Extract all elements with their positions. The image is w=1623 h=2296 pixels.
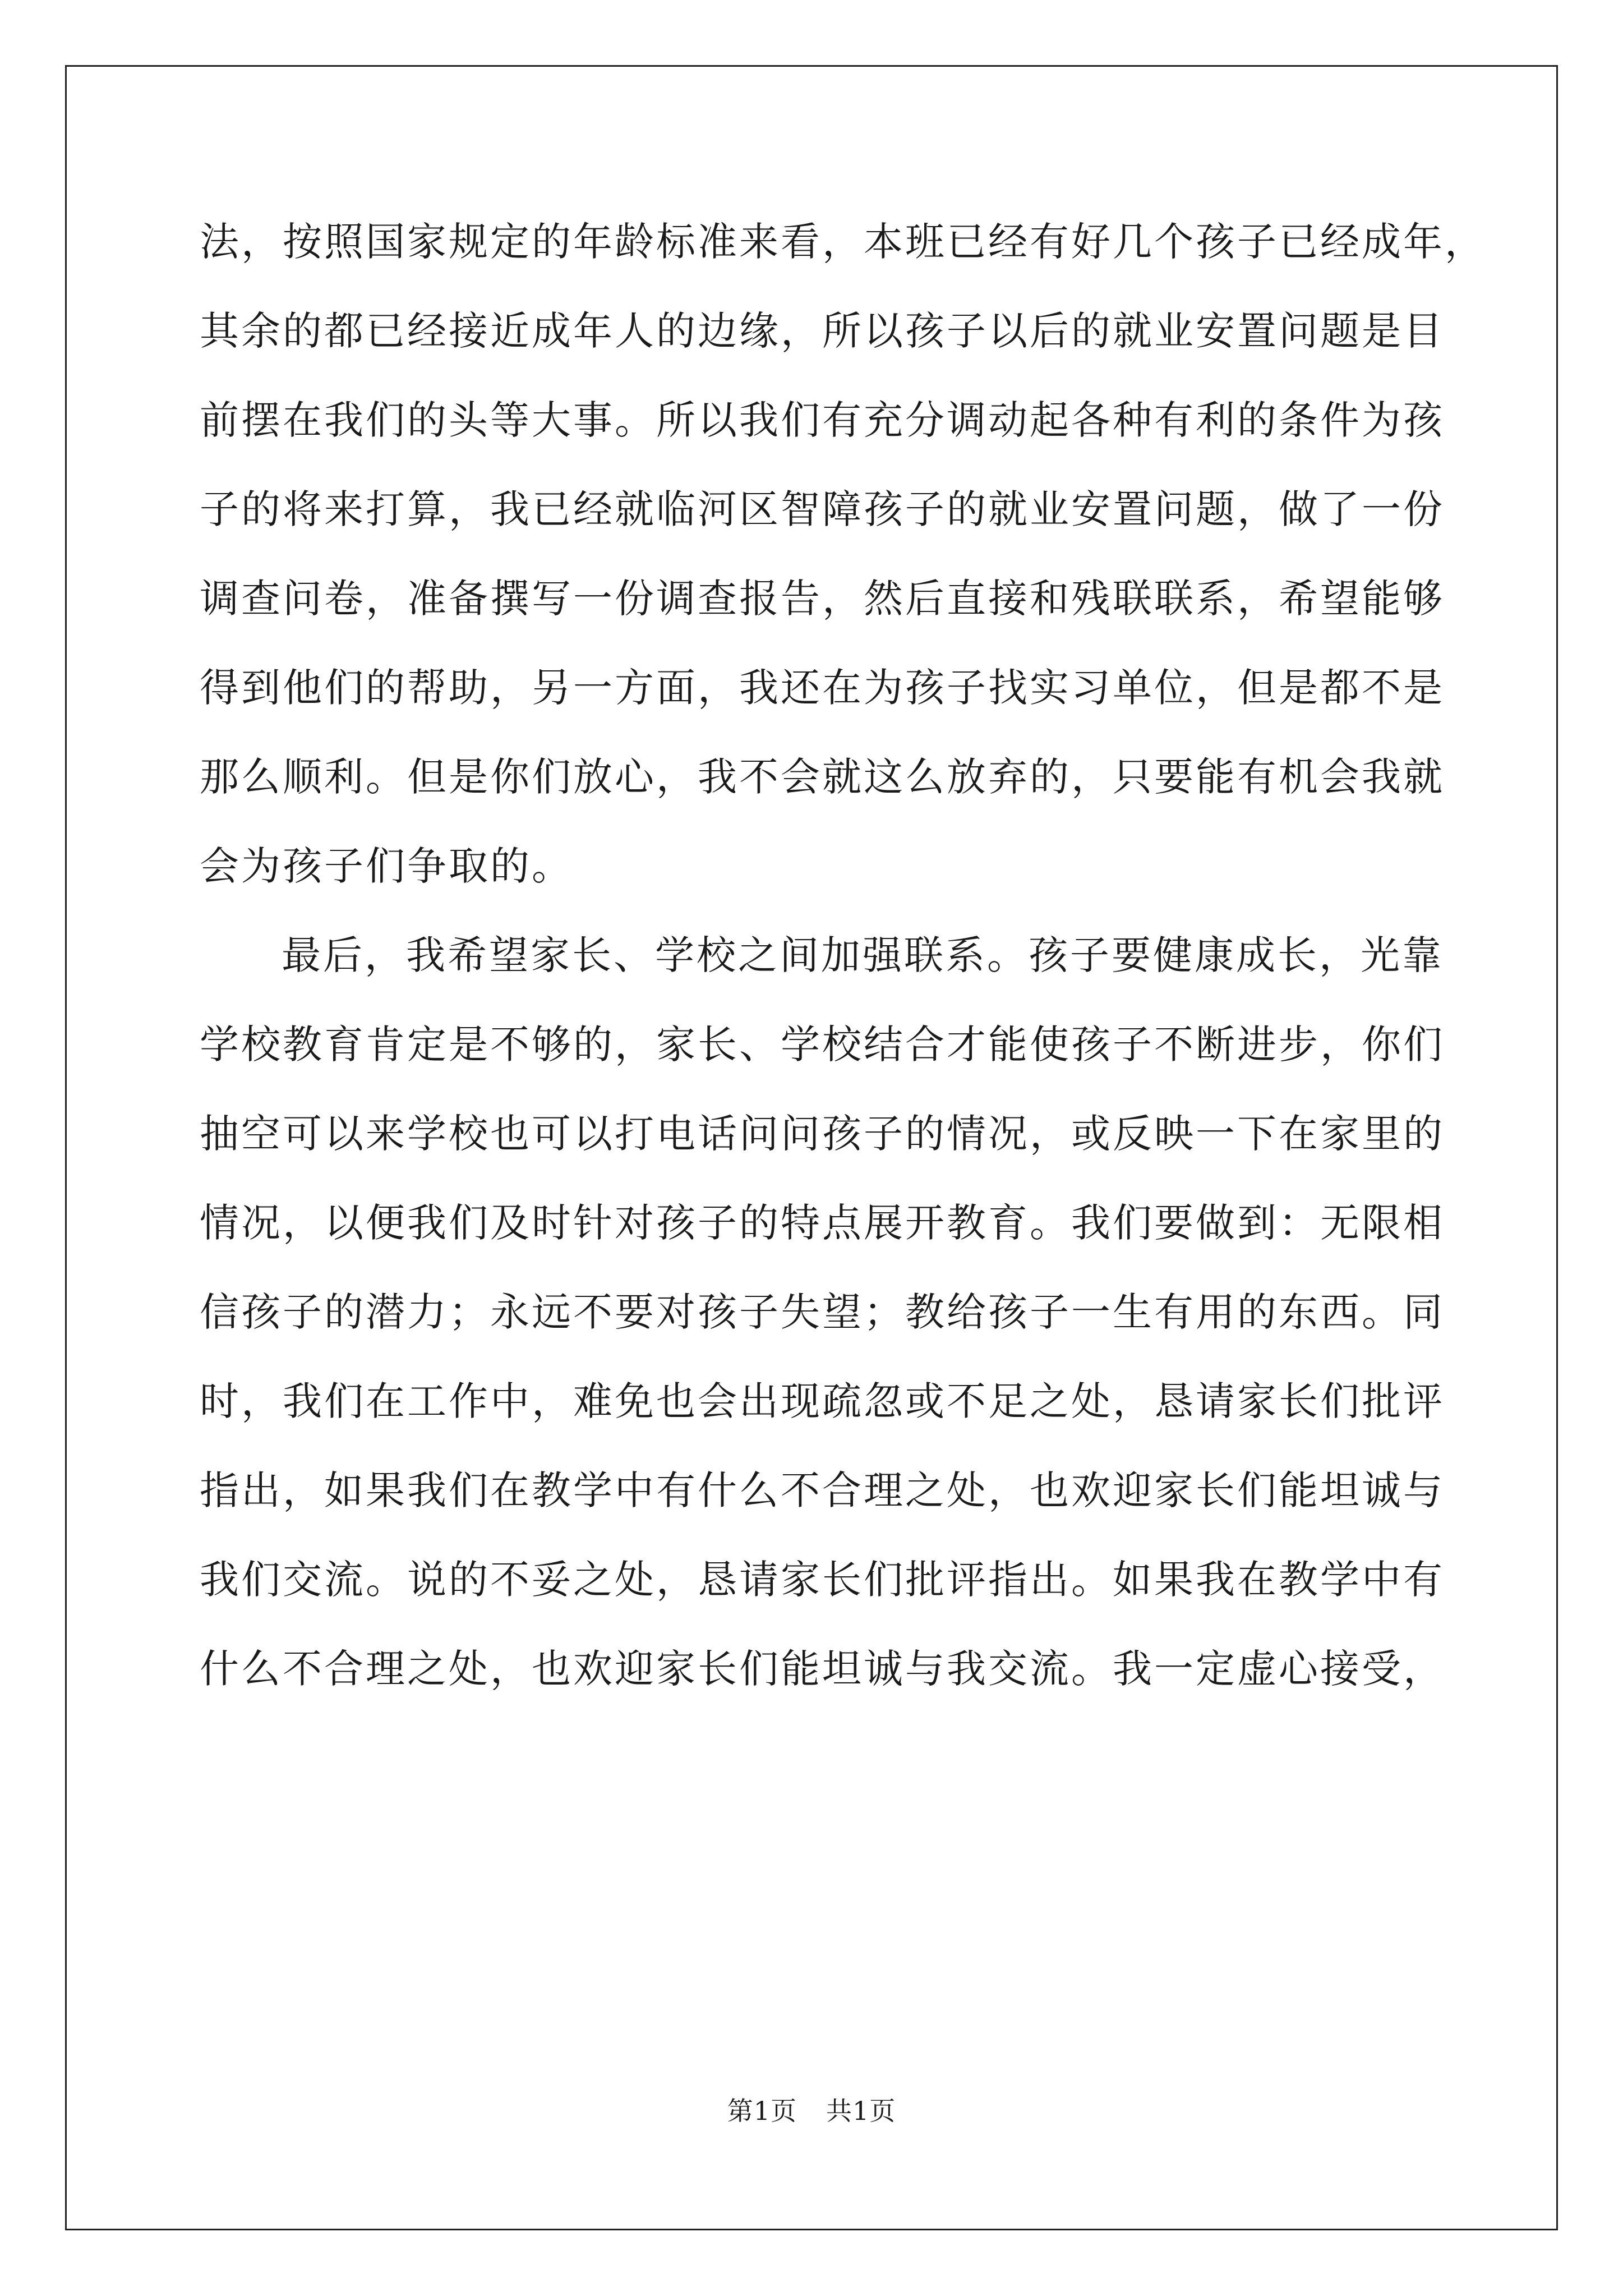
paragraph-line: 子的将来打算，我已经就临河区智障孩子的就业安置问题，做了一份 (200, 486, 1445, 532)
page-footer (0, 2091, 1623, 2128)
paragraph-line: 会为孩子们争取的。 (200, 843, 573, 889)
paragraph-line: 学校教育肯定是不够的，家长、学校结合才能使孩子不断进步，你们 (200, 1022, 1445, 1068)
paragraph-line: 法，按照国家规定的年龄标准来看，本班已经有好几个孩子已经成年， (200, 219, 1486, 265)
page-number: 第1页 (727, 2096, 797, 2126)
paragraph-line: 得到他们的帮助，另一方面，我还在为孩子找实习单位，但是都不是 (200, 665, 1445, 711)
document-body (200, 197, 1486, 1714)
paragraph-line: 调查问卷，准备撰写一份调查报告，然后直接和残联联系，希望能够 (200, 576, 1445, 622)
paragraph-line: 指出，如果我们在教学中有什么不合理之处，也欢迎家长们能坦诚与 (200, 1467, 1445, 1513)
paragraph-line: 我们交流。说的不妥之处，恳请家长们批评指出。如果我在教学中有 (200, 1557, 1445, 1603)
paragraph-line: 前摆在我们的头等大事。所以我们有充分调动起各种有利的条件为孩 (200, 397, 1445, 443)
paragraph-line: 什么不合理之处，也欢迎家长们能坦诚与我交流。我一定虚心接受， (200, 1646, 1445, 1692)
page-total: 共1页 (826, 2096, 896, 2126)
paragraph-line: 时，我们在工作中，难免也会出现疏忽或不足之处，恳请家长们批评 (200, 1378, 1445, 1424)
paragraph-line: 抽空可以来学校也可以打电话问问孩子的情况，或反映一下在家里的 (200, 1111, 1445, 1157)
paragraph-line: 其余的都已经接近成年人的边缘，所以孩子以后的就业安置问题是目 (200, 308, 1445, 354)
paragraph-line: 情况，以便我们及时针对孩子的特点展开教育。我们要做到：无限相 (200, 1200, 1445, 1246)
paragraph-line: 那么顺利。但是你们放心，我不会就这么放弃的，只要能有机会我就 (200, 754, 1445, 800)
paragraph-line: 信孩子的潜力；永远不要对孩子失望；教给孩子一生有用的东西。同 (200, 1289, 1445, 1335)
paragraph-line: 最后，我希望家长、学校之间加强联系。孩子要健康成长，光靠 (282, 932, 1444, 978)
